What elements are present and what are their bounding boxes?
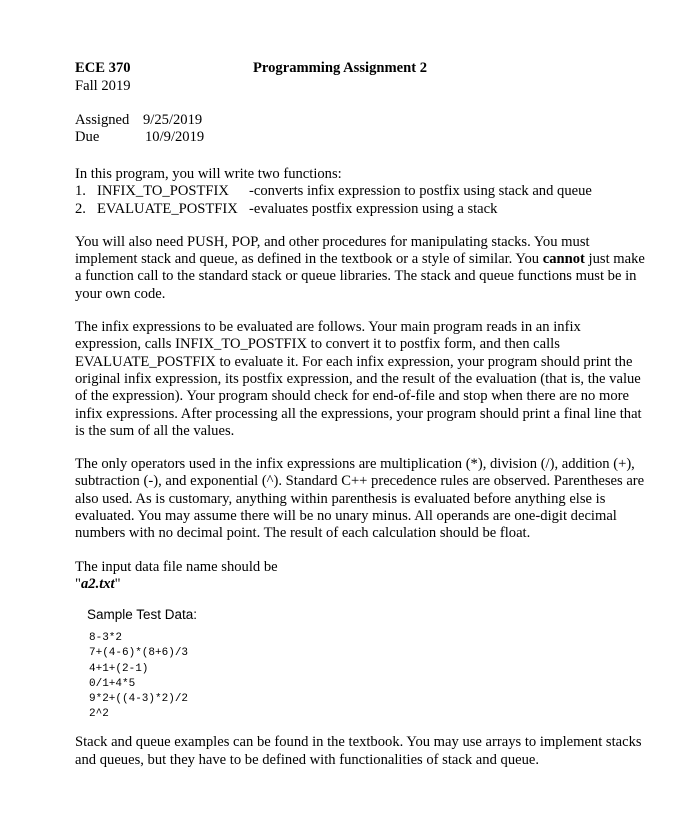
code-line: 7+(4-6)*(8+6)/3 [89, 647, 189, 660]
assigned-date: 9/25/2019 [143, 112, 203, 128]
due-row [75, 129, 645, 146]
list-number: 2. [75, 200, 86, 217]
sample-test-data [87, 607, 645, 722]
due-date: 10/9/2019 [145, 129, 205, 145]
function-description: -evaluates postfix expression using a stack [249, 200, 498, 217]
emphasis-cannot: cannot [542, 251, 585, 268]
infix-program-paragraph: The infix expressions to be evaluated are follows. Your main program reads in an infix expression, calls INFIX_TO_POSTFIX to convert it to postfix form, and then calls EVALUATE_POSTFIX to evaluate it. For each infix expression, your program should print the original infix expression, its postfix expression, and the result of the evaluation (that is, the value of the expression). Your program should check for end-of-file and stop when there are no more infix expressions. After processing all the expressions, your program should print a final line that is the sum of all the values. [75, 319, 642, 439]
list-number: 1. [75, 183, 86, 200]
dates-block [75, 112, 645, 146]
quote-close: " [114, 575, 121, 592]
text-run: just make a function call to the standard stack or queue libraries. The stack and queue functions must be in your own code. [75, 251, 645, 302]
function-list [75, 183, 645, 218]
input-file-name: a2.txt [80, 575, 115, 592]
input-file-text: The input data file name should be [75, 558, 278, 575]
assignment-title: Programming Assignment 2 [253, 60, 428, 76]
code-line: 2^2 [89, 708, 109, 721]
quote-open: " [75, 575, 81, 592]
sample-title: Sample Test Data: [87, 607, 198, 623]
assigned-row [75, 112, 645, 129]
text-run: You will also need PUSH, POP, and other procedures for manipulating stacks. You must implement stack and queue, as defined in the textbook or a style of similar. You [75, 233, 590, 268]
input-file-block [75, 559, 645, 594]
course-term: Fall 2019 [75, 78, 131, 94]
closing-paragraph: Stack and queue examples can be found in the textbook. You may use arrays to implement stacks and queues, but they have to be defined with functionalities of stack and queue. [75, 734, 642, 768]
stack-requirements-paragraph [75, 234, 645, 303]
code-line: 8-3*2 [89, 632, 123, 645]
function-name: INFIX_TO_POSTFIX [97, 183, 229, 200]
due-label: Due [75, 129, 100, 145]
assigned-label: Assigned [75, 112, 130, 128]
intro-section [75, 166, 645, 218]
code-line: 0/1+4*5 [89, 677, 136, 690]
list-item [75, 183, 645, 200]
function-name: EVALUATE_POSTFIX [97, 200, 238, 217]
function-description: -converts infix expression to postfix using stack and queue [249, 183, 592, 200]
code-line: 4+1+(2-1) [89, 662, 149, 675]
code-line: 9*2+((4-3)*2)/2 [89, 693, 189, 706]
intro-lead: In this program, you will write two functions: [75, 166, 342, 182]
operators-paragraph: The only operators used in the infix expressions are multiplication (*), division (/), addition (+), subtraction (-), and exponential (^). Standard C++ precedence rules are observed. Parentheses are also used. As is customary, anything within parenthesis is evaluated before anything else is evaluated. You may assume there will be no unary minus. All operands are one-digit decimal numbers with no decimal point. The result of each calculation should be float. [75, 456, 645, 542]
assignment-document [75, 60, 645, 769]
document-header [75, 60, 645, 96]
sample-code-block [89, 631, 645, 722]
input-file-name-line [75, 576, 645, 593]
list-item [75, 201, 645, 218]
course-code: ECE 370 [75, 60, 131, 76]
